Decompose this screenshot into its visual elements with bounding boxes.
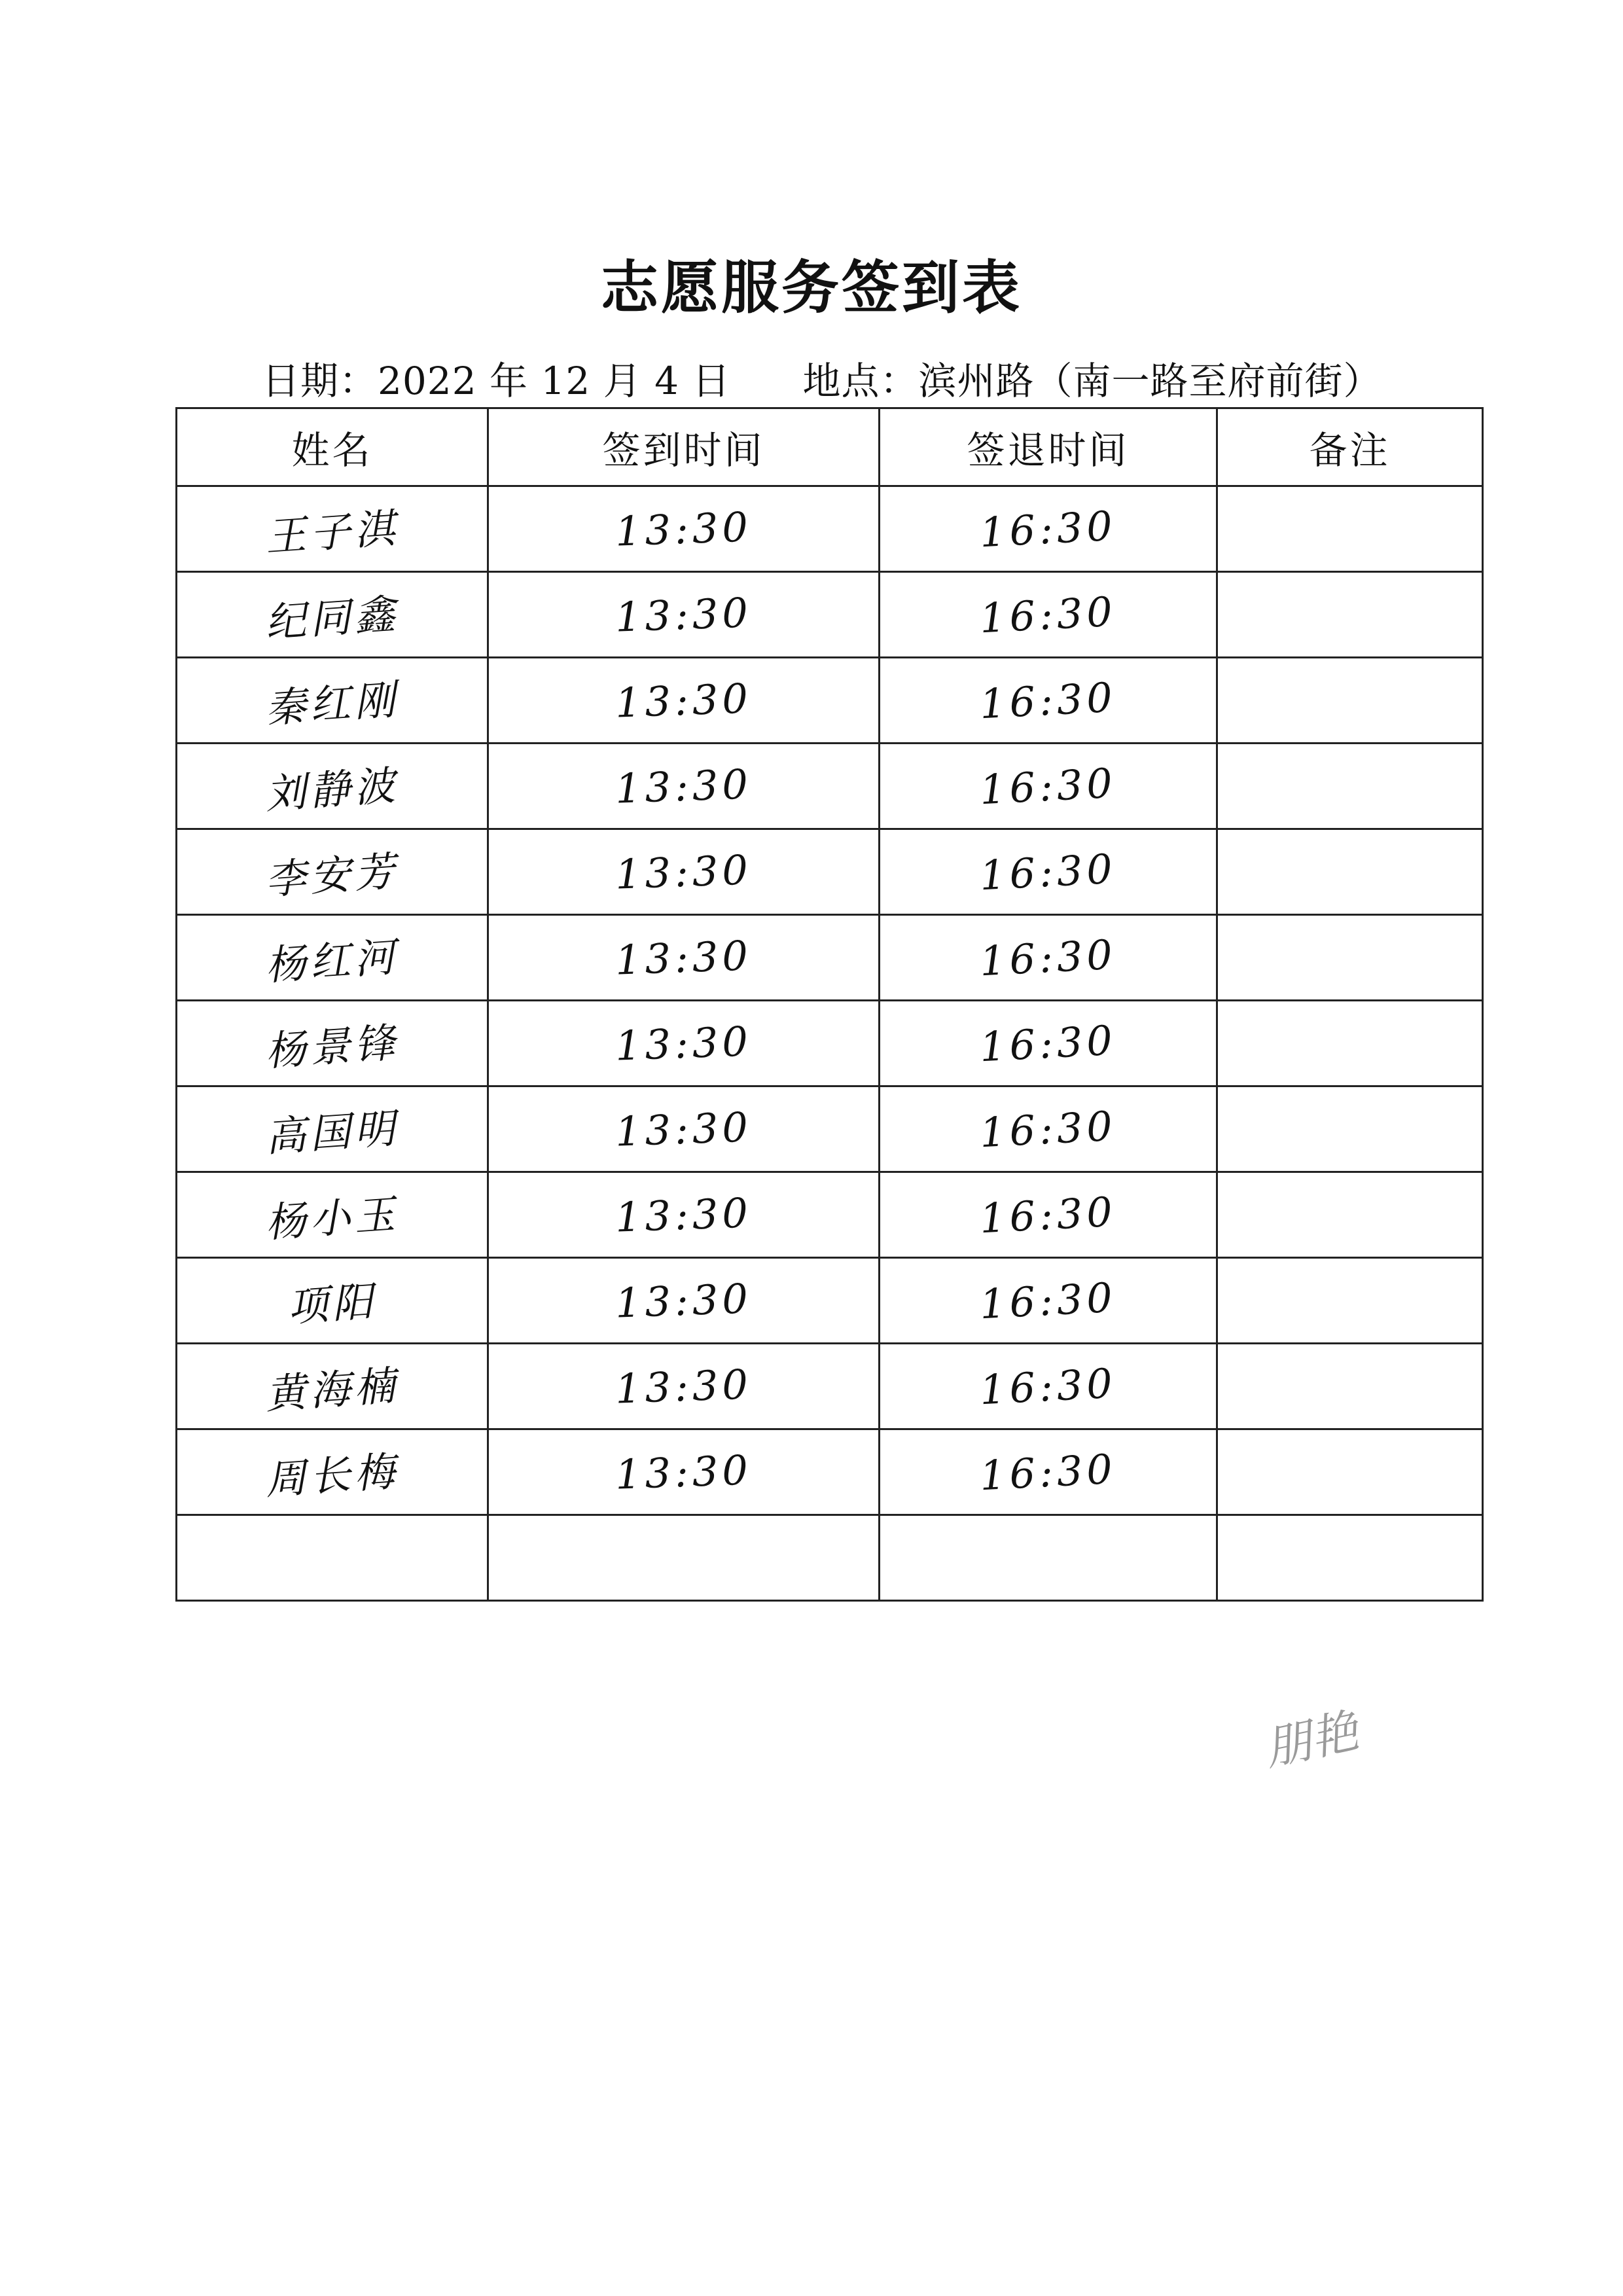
signin-cell <box>488 1429 880 1515</box>
signout-time: 16:30 <box>978 930 1118 985</box>
header-signin-time: 签到时间 <box>488 408 880 486</box>
signout-time: 16:30 <box>978 501 1118 556</box>
signin-cell <box>488 1515 880 1601</box>
signature: 杨小玉 <box>264 1189 401 1247</box>
signin-time: 13:30 <box>614 1445 753 1499</box>
signature: 李安芳 <box>264 846 401 904</box>
signout-cell <box>880 1258 1217 1344</box>
table-row <box>177 915 1483 1001</box>
signin-cell <box>488 486 880 572</box>
signin-time: 13:30 <box>614 1359 753 1413</box>
note-cell <box>1217 1258 1483 1344</box>
signature: 项阳 <box>286 1276 379 1331</box>
note-cell <box>1217 1429 1483 1515</box>
signout-cell <box>880 658 1217 744</box>
note-cell <box>1217 658 1483 744</box>
note-cell <box>1217 1172 1483 1258</box>
name-cell <box>177 486 488 572</box>
signout-cell <box>880 744 1217 829</box>
note-cell <box>1217 486 1483 572</box>
signout-cell <box>880 829 1217 915</box>
signature: 秦红刚 <box>264 675 401 732</box>
header-note: 备注 <box>1217 408 1483 486</box>
signin-time: 13:30 <box>614 1274 753 1327</box>
header-name: 姓名 <box>177 408 488 486</box>
signin-cell <box>488 744 880 829</box>
signin-cell <box>488 1172 880 1258</box>
table-row-empty <box>177 1515 1483 1601</box>
signout-cell <box>880 915 1217 1001</box>
table-row <box>177 572 1483 658</box>
signature: 纪同鑫 <box>264 589 401 647</box>
name-cell <box>177 1086 488 1172</box>
name-cell <box>177 1172 488 1258</box>
signin-time: 13:30 <box>614 502 753 556</box>
table-row <box>177 1258 1483 1344</box>
signature: 刘静波 <box>264 761 401 818</box>
signout-time: 16:30 <box>978 1273 1118 1328</box>
signin-table <box>175 407 1484 1602</box>
signature: 杨景锋 <box>264 1018 401 1075</box>
signout-time: 16:30 <box>978 1444 1118 1499</box>
signin-cell <box>488 1001 880 1086</box>
signature: 高国明 <box>264 1103 401 1161</box>
header-signout-time: 签退时间 <box>880 408 1217 486</box>
table-row <box>177 1086 1483 1172</box>
name-cell <box>177 915 488 1001</box>
signin-time: 13:30 <box>614 1188 753 1242</box>
signin-cell <box>488 572 880 658</box>
table-row <box>177 829 1483 915</box>
note-cell <box>1217 1086 1483 1172</box>
name-cell <box>177 1344 488 1429</box>
signin-cell <box>488 829 880 915</box>
signin-time: 13:30 <box>614 588 753 641</box>
table-row <box>177 1001 1483 1086</box>
name-cell <box>177 658 488 744</box>
signout-time: 16:30 <box>978 844 1118 899</box>
note-cell <box>1217 744 1483 829</box>
name-cell <box>177 744 488 829</box>
signout-time: 16:30 <box>978 1359 1118 1414</box>
name-cell <box>177 1429 488 1515</box>
signout-cell <box>880 1086 1217 1172</box>
note-cell <box>1217 829 1483 915</box>
table-row <box>177 744 1483 829</box>
name-cell <box>177 1258 488 1344</box>
note-cell <box>1217 1515 1483 1601</box>
signin-cell <box>488 1258 880 1344</box>
signin-cell <box>488 658 880 744</box>
signin-cell <box>488 915 880 1001</box>
table-row <box>177 1172 1483 1258</box>
signin-time: 13:30 <box>614 931 753 984</box>
handwritten-mark: 朋艳 <box>1259 1702 1363 1776</box>
location-text: 地点：滨州路（南一路至府前街） <box>802 359 1382 403</box>
signout-time: 16:30 <box>978 587 1118 642</box>
signin-time: 13:30 <box>614 845 753 899</box>
name-cell <box>177 572 488 658</box>
table-row <box>177 486 1483 572</box>
signout-cell <box>880 486 1217 572</box>
signature: 周长梅 <box>264 1446 401 1504</box>
name-cell <box>177 1001 488 1086</box>
name-cell <box>177 829 488 915</box>
meta-line <box>262 350 1382 405</box>
signout-cell <box>880 1515 1217 1601</box>
signin-cell <box>488 1086 880 1172</box>
signout-cell <box>880 1001 1217 1086</box>
note-cell <box>1217 1344 1483 1429</box>
signin-time: 13:30 <box>614 673 753 727</box>
signature: 杨红河 <box>264 932 401 990</box>
signature: 王子淇 <box>264 503 401 561</box>
signout-time: 16:30 <box>978 1016 1118 1071</box>
signout-time: 16:30 <box>978 759 1118 814</box>
date-text: 日期：2022 年 12 月 4 日 <box>262 359 731 403</box>
note-cell <box>1217 572 1483 658</box>
signin-time: 13:30 <box>614 759 753 813</box>
signout-cell <box>880 1344 1217 1429</box>
signout-cell <box>880 1429 1217 1515</box>
signout-cell <box>880 572 1217 658</box>
signout-time: 16:30 <box>978 1187 1118 1242</box>
signout-cell <box>880 1172 1217 1258</box>
signin-time: 13:30 <box>614 1016 753 1070</box>
note-cell <box>1217 915 1483 1001</box>
signout-time: 16:30 <box>978 673 1118 728</box>
name-cell <box>177 1515 488 1601</box>
signin-cell <box>488 1344 880 1429</box>
table-row <box>177 658 1483 744</box>
note-cell <box>1217 1001 1483 1086</box>
table-row <box>177 1344 1483 1429</box>
table-row <box>177 1429 1483 1515</box>
table-header-row <box>177 408 1483 486</box>
signature: 黄海楠 <box>264 1361 401 1418</box>
signout-time: 16:30 <box>978 1102 1118 1157</box>
signin-time: 13:30 <box>614 1102 753 1156</box>
page-title: 志愿服务签到表 <box>600 254 1022 321</box>
